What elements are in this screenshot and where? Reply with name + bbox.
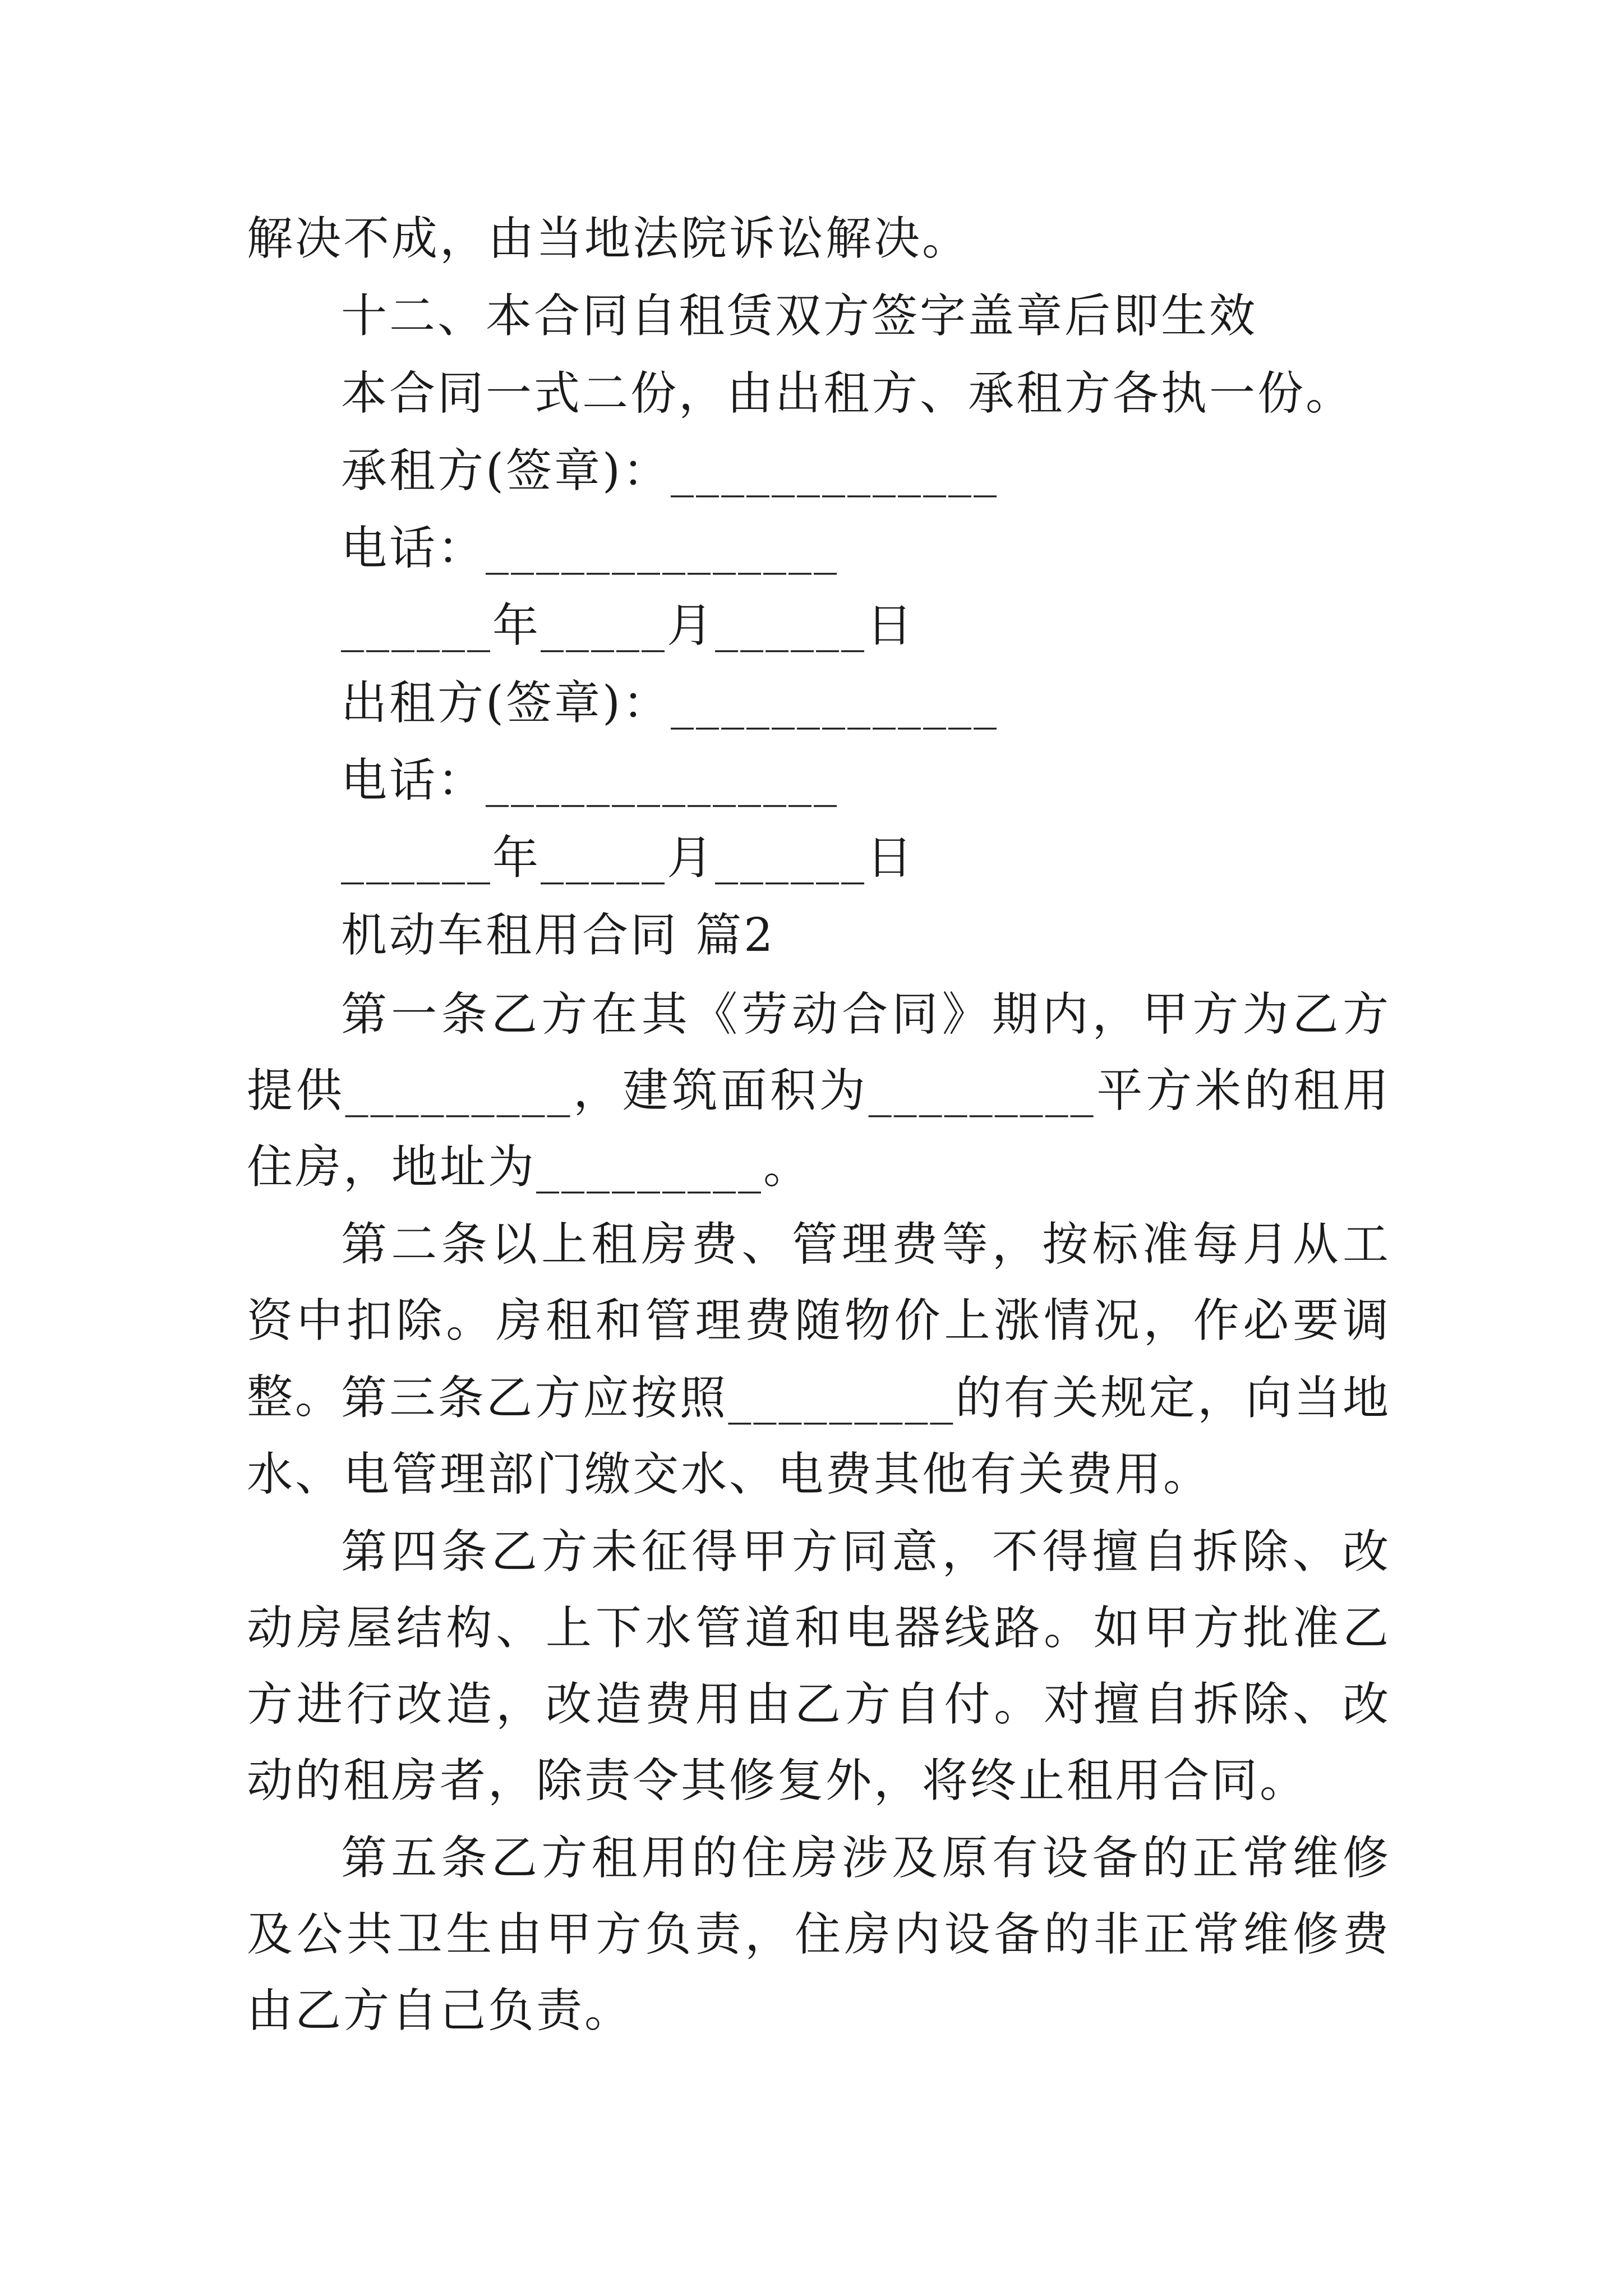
text-line-dispute-resolution: 解决不成，由当地法院诉讼解决。 xyxy=(247,212,971,265)
lessor-date-line: ______年_____月______日 xyxy=(341,831,915,885)
lessor-signature-line: 出租方(签章)：_____________ xyxy=(341,677,999,730)
section-heading: 机动车租用合同 篇2 xyxy=(341,909,776,962)
lessee-phone-line: 电话：______________ xyxy=(341,522,840,575)
article-3-paragraph: 第三条乙方应按照_________的有关规定，向当地水、电管理部门缴交水、电费其他有关费用。 xyxy=(247,1372,1391,1501)
article-2-paragraph: 第二条以上租房费、管理费等，按标准每月从工资中扣除。房租和管理费随物价上涨情况，作必要调整。 xyxy=(247,1218,1391,1424)
article-4-paragraph: 第四条乙方未征得甲方同意，不得擅自拆除、改动房屋结构、上下水管道和电器线路。如甲方批准乙方进行改造，改造费用由乙方自付。对擅自拆除、改动的租房者，除责令其修复外，将终止租用合同。 xyxy=(247,1525,1391,1807)
lessee-date-line: ______年_____月______日 xyxy=(341,599,915,652)
lessee-signature-line: 承租方(签章)：_____________ xyxy=(341,444,999,498)
article-1-paragraph: 第一条乙方在其《劳动合同》期内，甲方为乙方提供_________，建筑面积为_________平方米的租用住房，地址为_________。 xyxy=(247,988,1391,1194)
lessor-phone-line: 电话：______________ xyxy=(341,754,840,807)
text-line-copies: 本合同一式二份，由出租方、承租方各执一份。 xyxy=(341,367,1354,420)
article-5-paragraph: 第五条乙方租用的住房涉及原有设备的正常维修及公共卫生由甲方负责，住房内设备的非正常维修费由乙方自己负责。 xyxy=(247,1832,1391,2037)
text-line-clause-12: 十二、本合同自租赁双方签字盖章后即生效 xyxy=(341,289,1258,343)
